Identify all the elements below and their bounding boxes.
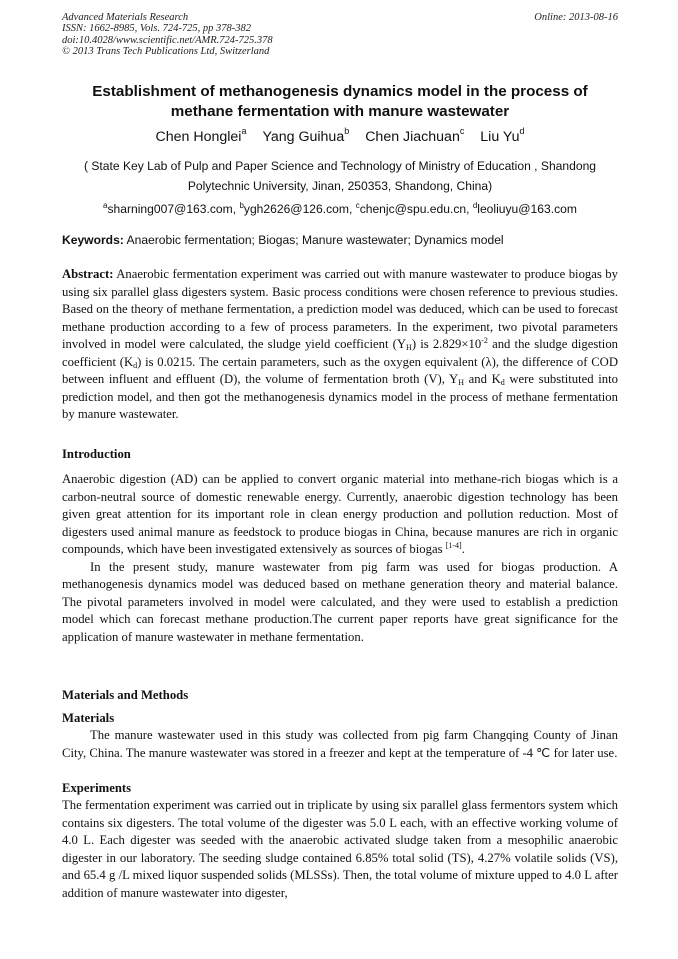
email: $^b$ygh2626@126.com, — [239, 201, 356, 216]
keywords-text: Anaerobic fermentation; Biogas; Manure wastewater; Dynamics model — [123, 233, 504, 247]
citation-ref: [1-4] — [445, 541, 462, 550]
intro-paragraph-2: In the present study, manure wastewater from pig farm was used for biogas production. A methanogenesis dynamics model was deduced based on methane generation theory and material balance. The pivotal parameters involved in model were calculated, and they were used to establish a prediction model which can forecast methane production.The current paper reports have great significance for the application of manure wastewater in methane fermentation. — [62, 559, 618, 644]
author-emails — [62, 201, 618, 217]
affiliation-line-1: ( State Key Lab of Pulp and Paper Science and Technology of Ministry of Education , Shandong — [83, 159, 597, 173]
abstract-label: Abstract: — [62, 267, 114, 281]
experiments-paragraph: The fermentation experiment was carried out in triplicate by using six parallel glass fermentors system which contains six digesters. The total volume of the digester was 5.0 L each, with an effective working volume of 4.0 L. Each digester was seeded with the anaerobic activated sludge taken from a mesophilic anaerobic digester in our laboratory. The seeding sludge contained 6.85% total solid (TS), 4.27% volatile solids (VS), and 65.4 g /L mixed liquor suspended solids (MLSSs). Then, the total volume of mixture upped to 4.0 L after addition of manure wastewater into digester, — [62, 798, 618, 900]
issn-line: ISSN: 1662-8985, Vols. 724-725, pp 378-382 — [62, 23, 251, 35]
author: Yang Guihua$^b$ — [262, 126, 350, 145]
materials-paragraph: The manure wastewater used in this study was collected from pig farm Changqing County of Jinan City, China. The manure wastewater was stored in a freezer and kept at the temperature of -4 ℃ for later use. — [62, 728, 618, 760]
email: $^a$sharning007@163.com, — [103, 201, 240, 216]
keywords — [62, 232, 618, 248]
materials-heading: Materials — [62, 711, 115, 725]
author-list — [62, 128, 618, 146]
title-line-2: methane fermentation with manure wastewater — [170, 102, 510, 120]
paper-title — [62, 82, 618, 121]
keywords-label: Keywords: — [62, 233, 124, 247]
introduction-heading: Introduction — [62, 447, 131, 461]
author: Chen Honglei$^a$ — [155, 126, 247, 145]
intro-paragraph-1: Anaerobic digestion (AD) can be applied to convert organic material into methane-rich biogas which is a carbon-neutral source of domestic renewable energy. Currently, anaerobic digestion technology has been given great attention for its important role in clean energy production and pollution reduction. Most of digesters used animal manure as feedstock to produce biogas in China, because manures are rich in organic compounds, which have been investigated extensively as sources of biogas [1-4]. — [62, 472, 618, 556]
doi-line: doi:10.4028/www.scientific.net/AMR.724-725.378 — [62, 34, 273, 46]
experiments-heading: Experiments — [62, 781, 132, 795]
methods-heading: Materials and Methods — [62, 688, 189, 702]
experiments-body — [62, 797, 618, 902]
materials-body — [62, 727, 618, 762]
affiliation-line-2: Polytechnic University, Jinan, 250353, Shandong, China) — [187, 179, 493, 193]
journal-name: Advanced Materials Research — [62, 12, 189, 23]
journal-header — [62, 12, 618, 58]
email: $^c$chenjc@spu.edu.cn, — [355, 201, 473, 216]
author: Liu Yu$^d$ — [480, 126, 525, 145]
email: $^d$leoliuyu@163.com — [472, 201, 577, 216]
copyright-line: © 2013 Trans Tech Publications Ltd, Switzerland — [62, 46, 270, 58]
author: Chen Jiachuan$^c$ — [365, 126, 465, 145]
introduction-body — [62, 471, 618, 646]
affiliation — [62, 156, 618, 196]
title-line-1: Establishment of methanogenesis dynamics model in the process of — [92, 83, 588, 100]
online-date: Online: 2013-08-16 — [534, 12, 618, 23]
abstract: Abstract: Anaerobic fermentation experiment was carried out with manure wastewater to produce biogas by using six parallel glass digesters system. Basic process conditions were chosen reference to previous studies. Based on the theory of methane fermentation, a prediction model was deduced, which can be used to forecast methane production according to a few of process parameters. In the experiment, two pivotal parameters involved in model were calculated, the sludge yield coefficient $(Y_H)$ is $2.829\times 10^{-2}$ and the sludge digestion coefficient $(K_d)$ is 0.0215. The certain parameters, such as the oxygen equivalent (λ), the difference of COD between influent and effluent (D), the volume of fermentation broth (V), $Y_H$ and $K_d$ were substituted into prediction model, and then got the methanogenesis dynamics model in the process of methane fermentation by manure wastewater. — [62, 267, 619, 421]
